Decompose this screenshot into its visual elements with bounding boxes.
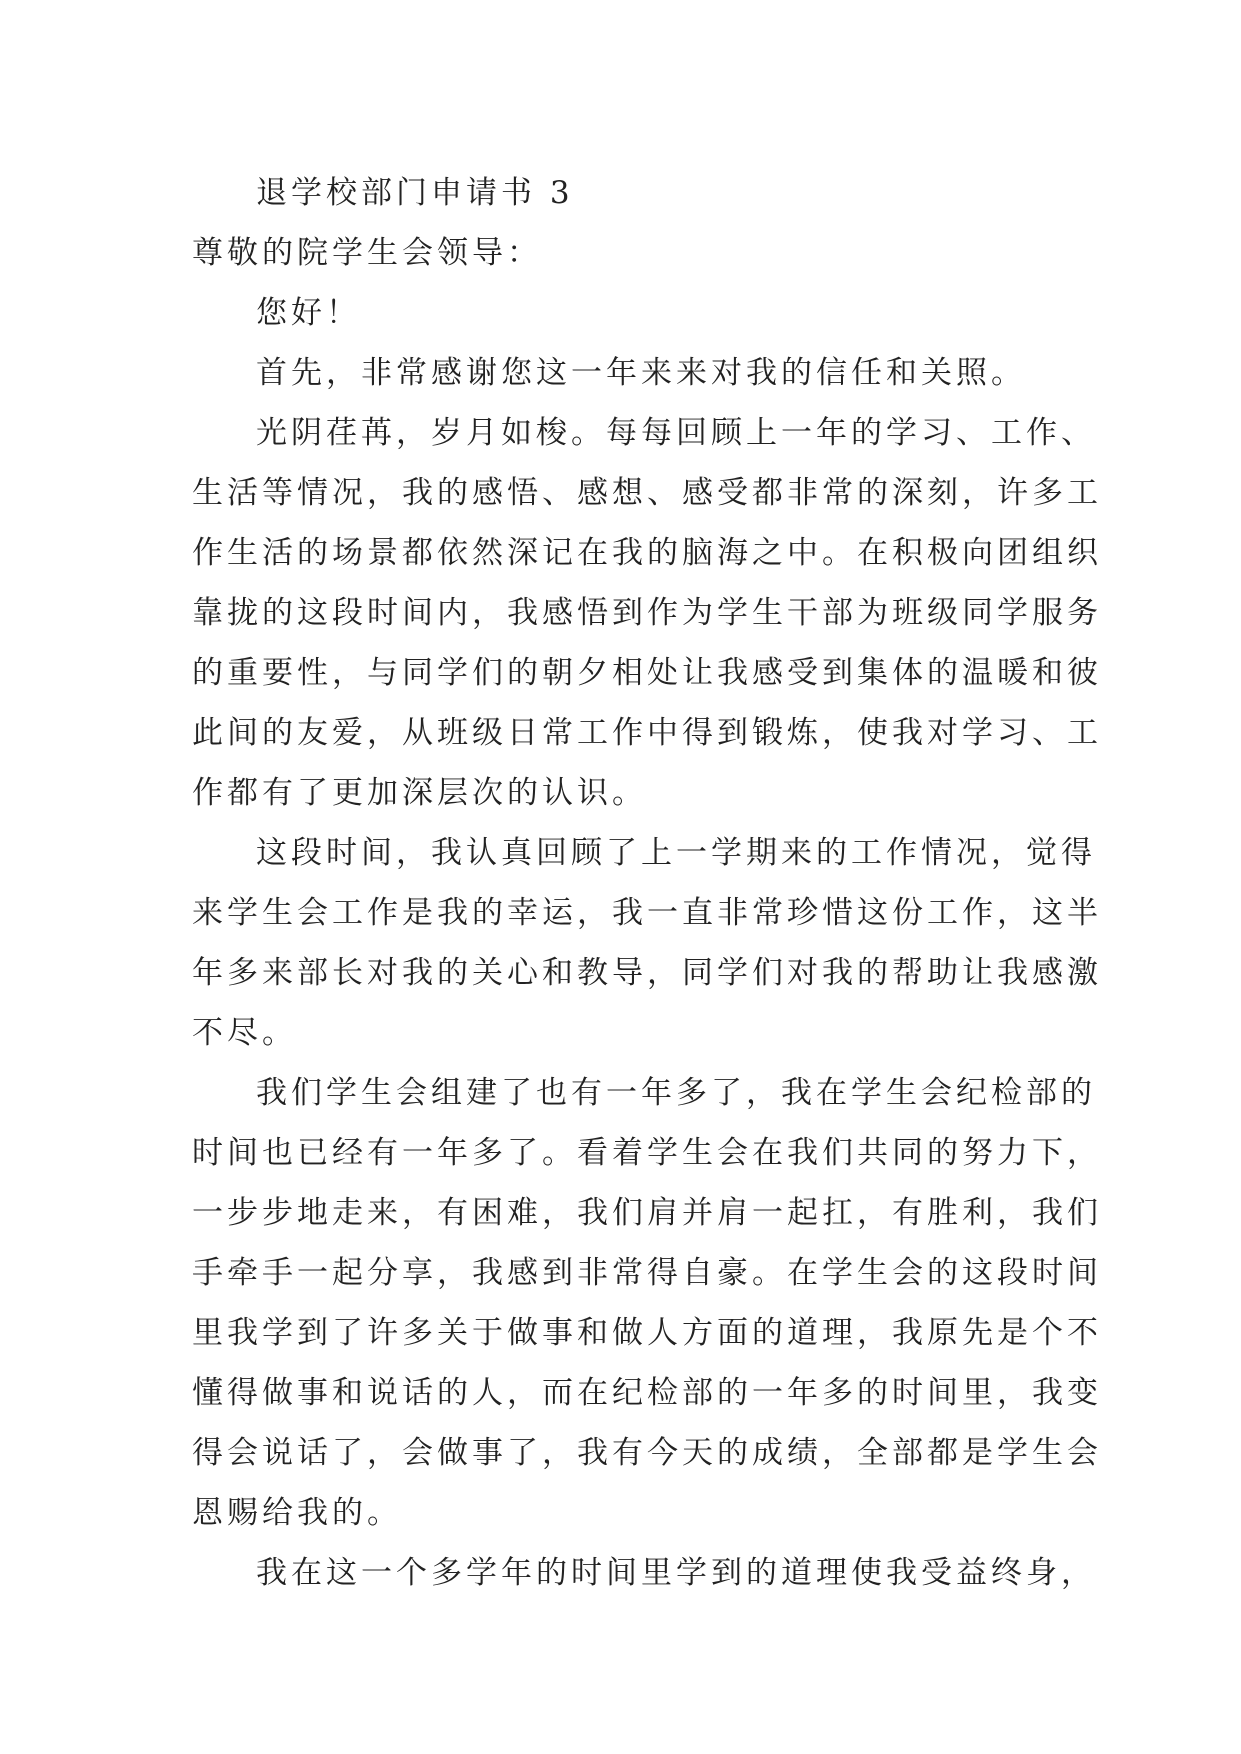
body-line: 的重要性，与同学们的朝夕相处让我感受到集体的温暖和彼 xyxy=(192,655,1102,691)
greeting: 您好！ xyxy=(256,295,361,331)
body-line: 此间的友爱，从班级日常工作中得到锻炼，使我对学习、工 xyxy=(192,715,1102,751)
body-line: 时间也已经有一年多了。看着学生会在我们共同的努力下， xyxy=(192,1135,1102,1171)
body-line: 手牵手一起分享，我感到非常得自豪。在学生会的这段时间 xyxy=(192,1255,1102,1291)
document-body xyxy=(192,163,1102,1603)
body-line: 不尽。 xyxy=(192,1015,297,1051)
body-line: 一步步地走来，有困难，我们肩并肩一起扛，有胜利，我们 xyxy=(192,1195,1102,1231)
body-line: 来学生会工作是我的幸运，我一直非常珍惜这份工作，这半 xyxy=(192,895,1102,931)
body-line: 作都有了更加深层次的认识。 xyxy=(192,775,647,811)
body-line: 我在这一个多学年的时间里学到的道理使我受益终身， xyxy=(256,1555,1096,1591)
body-line: 首先，非常感谢您这一年来来对我的信任和关照。 xyxy=(256,355,1026,391)
body-line: 恩赐给我的。 xyxy=(192,1495,402,1531)
body-line: 年多来部长对我的关心和教导，同学们对我的帮助让我感激 xyxy=(192,955,1102,991)
body-line: 作生活的场景都依然深记在我的脑海之中。在积极向团组织 xyxy=(192,535,1102,571)
salutation: 尊敬的院学生会领导： xyxy=(192,235,542,271)
document-title: 退学校部门申请书 3 xyxy=(256,175,574,211)
body-line: 里我学到了许多关于做事和做人方面的道理，我原先是个不 xyxy=(192,1315,1102,1351)
body-line: 光阴荏苒，岁月如梭。每每回顾上一年的学习、工作、 xyxy=(256,415,1096,451)
body-line: 靠拢的这段时间内，我感悟到作为学生干部为班级同学服务 xyxy=(192,595,1102,631)
body-line: 得会说话了，会做事了，我有今天的成绩，全部都是学生会 xyxy=(192,1435,1102,1471)
body-line: 这段时间，我认真回顾了上一学期来的工作情况，觉得 xyxy=(256,835,1096,871)
body-line: 懂得做事和说话的人，而在纪检部的一年多的时间里，我变 xyxy=(192,1375,1102,1411)
body-line: 生活等情况，我的感悟、感想、感受都非常的深刻，许多工 xyxy=(192,475,1102,511)
body-line: 我们学生会组建了也有一年多了，我在学生会纪检部的 xyxy=(256,1075,1096,1111)
